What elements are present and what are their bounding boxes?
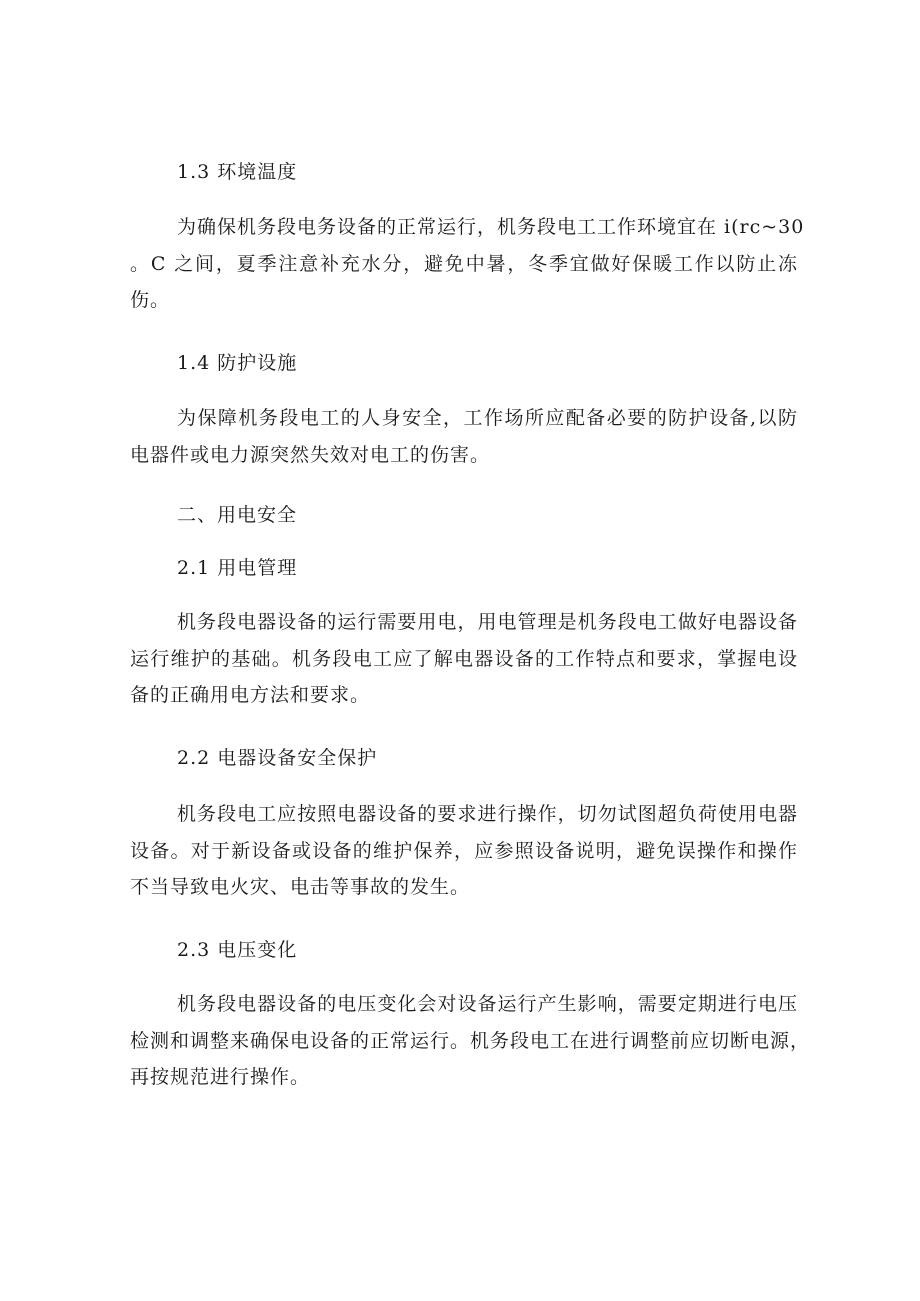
paragraph-2-3 [130,986,811,1096]
paragraph-line: 不当导致电火灾、电击等事故的发生。 [130,876,471,898]
section-heading-1-3: 1.3 环境温度 [177,161,298,183]
paragraph-1-3 [130,209,805,319]
paragraph-line: 再按规范进行操作。 [130,1066,311,1088]
paragraph-line: 检测和调整来确保电设备的正常运行。机务段电工在进行调整前应切断电源， [130,1029,811,1052]
paragraph-line: 电器件或电力源突然失效对电工的伤害。 [130,443,491,466]
section-heading-2-1: 2.1 用电管理 [177,557,298,579]
paragraph-line: 机务段电器设备的运行需要用电，用电管理是机务段电工做好电器设备 [177,611,798,633]
paragraph-line: 伤。 [130,289,171,311]
paragraph-line: 设备。对于新设备或设备的维护保养，应参照设备说明，避免误操作和操作 [130,839,798,862]
section-heading-2-2: 2.2 电器设备安全保护 [177,747,378,769]
paragraph-line: 备的正确用电方法和要求。 [130,684,371,706]
paragraph-2-2 [130,796,798,906]
chapter-heading-2: 二、用电安全 [177,504,298,526]
paragraph-line: 机务段电器设备的电压变化会对设备运行产生影响，需要定期进行电压 [177,993,798,1015]
paragraph-line: 机务段电工应按照电器设备的要求进行操作，切勿试图超负荷使用电器 [177,803,798,825]
paragraph-line: 为保障机务段电工的人身安全，工作场所应配备必要的防护设备,以防 [177,407,798,429]
paragraph-line: 为确保机务段电务设备的正常运行，机务段电工工作环境宜在 i(rc~30 [177,216,805,238]
paragraph-line: 。C 之间，夏季注意补充水分，避免中暑，冬季宜做好保暖工作以防止冻 [130,252,798,275]
section-heading-1-4: 1.4 防护设施 [177,352,298,374]
paragraph-1-4 [130,400,798,473]
paragraph-line: 运行维护的基础。机务段电工应了解电器设备的工作特点和要求，掌握电设 [130,647,798,670]
section-heading-2-3: 2.3 电压变化 [177,939,298,961]
paragraph-2-1 [130,604,798,714]
